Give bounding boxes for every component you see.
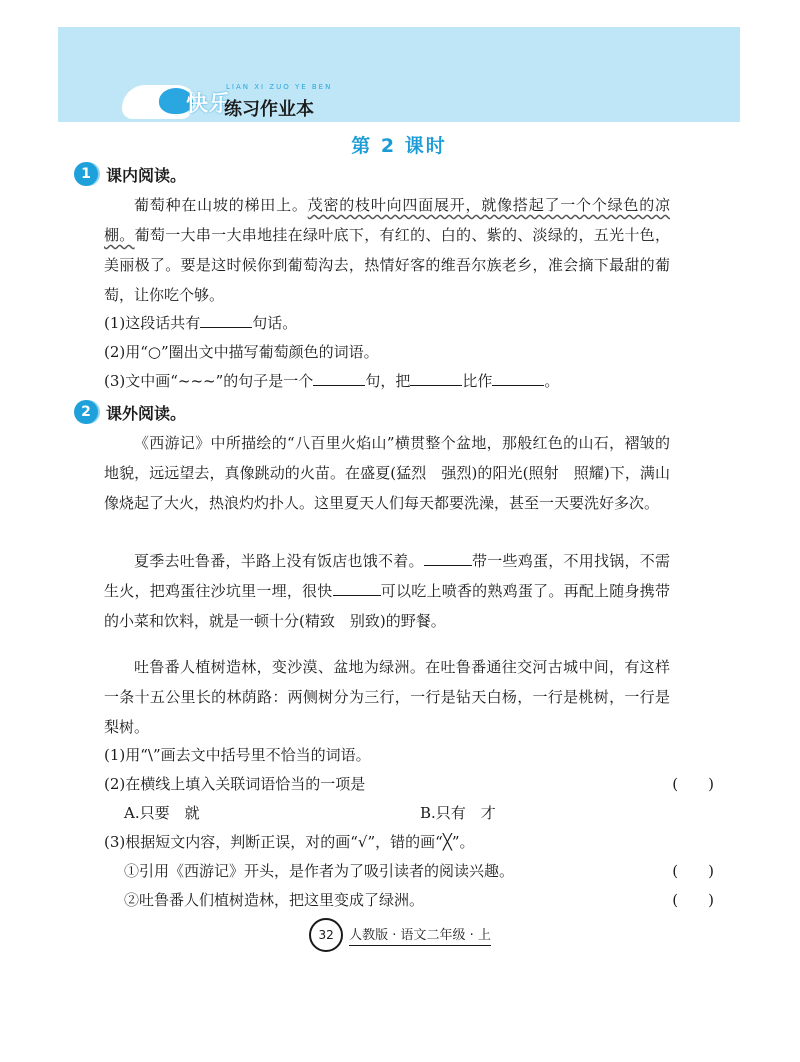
s2-statement-1: ①引用《西游记》开头，是作者为了吸引读者的阅读兴趣。 [124, 862, 515, 880]
brand-pinyin: LIAN XI ZUO YE BEN [226, 83, 333, 91]
section-2-heading [74, 400, 186, 424]
answer-paren[interactable]: ( ) [672, 775, 714, 793]
edition-label: 人教版 · 语文二年级 · 上 [349, 924, 491, 946]
s2-paragraph-3: 吐鲁番人植树造林，变沙漠、盆地为绿洲。在吐鲁番通往交河古城中间，有这样一条十五公里长的林荫路：两侧树分为三行，一行是钻天白杨，一行是桃树，一行是梨树。 [104, 658, 670, 736]
passage-text: 带一些鸡蛋，不用找锅，不需生火，把鸡蛋往沙坑里一埋，很快 [104, 552, 670, 600]
s2-paragraph-2 [104, 546, 670, 636]
section-1-heading [74, 162, 186, 186]
option-b[interactable]: B.只有 才 [420, 804, 496, 822]
answer-blank[interactable] [333, 580, 381, 596]
answer-blank[interactable] [200, 312, 252, 328]
brand-title: 快乐 [186, 92, 233, 117]
wavy-line-symbol: ~~~ [177, 372, 216, 390]
s2-question-3: (3)根据短文内容，判断正误，对的画“√”，错的画“╳”。 [104, 833, 475, 851]
page-footer [0, 918, 800, 952]
answer-blank[interactable] [313, 370, 365, 386]
section-2-number: 2 [74, 400, 98, 424]
answer-blank[interactable] [492, 370, 544, 386]
header-banner [58, 27, 740, 122]
wavy-underlined-sentence: 茂密的枝叶向四面展开，就像搭起了一个个绿色的凉棚。 [104, 196, 670, 244]
lesson-title: 第 2 课时 [351, 135, 447, 157]
q-text: 句，把 [365, 372, 411, 390]
q-text: ”的句子是一个 [215, 372, 314, 390]
page-number: 32 [309, 918, 343, 952]
answer-blank[interactable] [410, 370, 462, 386]
answer-blank[interactable] [424, 550, 472, 566]
s1-question-3 [104, 366, 664, 396]
answer-paren[interactable]: ( ) [672, 862, 714, 880]
q-text: (3)文中画“ [104, 372, 178, 390]
section-2-title: 课外阅读。 [106, 403, 187, 423]
s2-question-1: (1)用“\”画去文中括号里不恰当的词语。 [104, 746, 371, 764]
passage-text: 葡萄一大串一大串地挂在绿叶底下，有红的、白的、紫的、淡绿的，五光十色，美丽极了。要是这时候你到葡萄沟去，热情好客的维吾尔族老乡，准会摘下最甜的葡萄，让你吃个够。 [104, 226, 670, 304]
s1-question-2: (2)用“○”圈出文中描写葡萄颜色的词语。 [104, 343, 379, 361]
option-a[interactable]: A.只要 就 [124, 804, 200, 822]
brand-subtitle: 练习作业本 [224, 99, 314, 120]
s2-paragraph-1: 《西游记》中所描绘的“八百里火焰山”横贯整个盆地，那般红色的山石，褶皱的地貌，远远望去，真像跳动的火苗。在盛夏(猛烈 强烈)的阳光(照射 照耀)下，满山像烧起了大火，热浪灼灼扑人。这里夏天人们每天都要洗澡，甚至一天要洗好多次。 [104, 434, 670, 512]
passage-text: 可以吃上喷香的熟鸡蛋了。再配上随身携带的小菜和饮料，就是一顿十分(精致 别致)的野餐。 [104, 582, 670, 630]
s1-question-1 [104, 308, 664, 338]
q-text: 比作 [462, 372, 493, 390]
q-text: (2)在横线上填入关联词语恰当的一项是 [104, 775, 366, 793]
q-text: (1)这段话共有 [104, 314, 201, 332]
section-1-number: 1 [74, 162, 98, 186]
q-text: 句话。 [252, 314, 298, 332]
answer-paren[interactable]: ( ) [672, 891, 714, 909]
section-1-title: 课内阅读。 [106, 165, 187, 185]
passage-text: 夏季去吐鲁番，半路上没有饭店也饿不着。 [134, 552, 424, 570]
section-1-passage [104, 190, 670, 310]
passage-sentence: 葡萄种在山坡的梯田上。 [134, 196, 308, 214]
s2-statement-2: ②吐鲁番人们植树造林，把这里变成了绿洲。 [124, 891, 425, 909]
s2-options [124, 798, 664, 828]
s2-question-2 [104, 769, 664, 799]
q-text: 。 [544, 372, 560, 390]
